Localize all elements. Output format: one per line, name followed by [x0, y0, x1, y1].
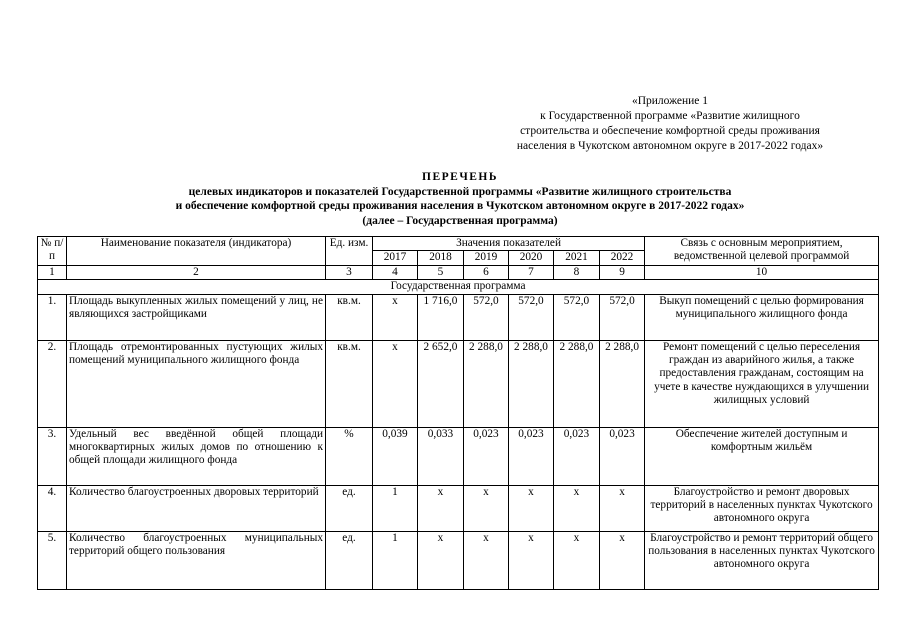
row-num: 1.	[38, 294, 67, 340]
row-value: 0,023	[509, 427, 554, 485]
row-link: Выкуп помещений с целью формирования муниципального жилищного фонда	[645, 294, 879, 340]
column-number: 1	[38, 265, 67, 279]
row-num: 4.	[38, 485, 67, 531]
table-row	[38, 340, 879, 427]
row-value: 2 288,0	[509, 340, 554, 427]
appendix-line: к Государственной программе «Развитие жилищного	[540, 110, 800, 122]
table-row	[38, 531, 879, 589]
row-value: 0,039	[373, 427, 418, 485]
header-unit: Ед. изм.	[326, 237, 373, 266]
header-year: 2021	[554, 251, 600, 265]
header-year: 2018	[418, 251, 464, 265]
row-value: 572,0	[464, 294, 509, 340]
header-num: № п/п	[38, 237, 67, 266]
row-link: Ремонт помещений с целью переселения граждан из аварийного жилья, а также предоставления гражданам, состоящим на учете в качестве нуждающихся в улучшении жилищных условий	[645, 340, 879, 427]
row-value: 1 716,0	[418, 294, 464, 340]
row-value: х	[554, 531, 600, 589]
header-name: Наименование показателя (индикатора)	[67, 237, 326, 266]
row-unit: кв.м.	[326, 340, 373, 427]
row-name: Удельный вес введённой общей площади многоквартирных жилых домов по отношению к общей площади жилищного фонда	[67, 427, 326, 485]
row-value: х	[464, 485, 509, 531]
row-value: х	[554, 485, 600, 531]
indicators-table	[37, 236, 879, 590]
table-row	[38, 485, 879, 531]
row-value: х	[600, 531, 645, 589]
column-number: 7	[509, 265, 554, 279]
row-value: 2 288,0	[464, 340, 509, 427]
header-row	[38, 237, 879, 251]
heading-line: целевых индикаторов и показателей Государственной программы «Развитие жилищного строительства	[188, 185, 732, 198]
appendix-line: «Приложение 1	[631, 95, 709, 107]
header-link: Связь с основным мероприятием, ведомственной целевой программой	[645, 237, 879, 266]
row-value: 2 288,0	[554, 340, 600, 427]
row-value: 572,0	[554, 294, 600, 340]
row-name: Количество благоустроенных дворовых территорий	[67, 485, 326, 531]
document-heading	[40, 170, 880, 228]
column-number: 4	[373, 265, 418, 279]
heading-line: (далее – Государственная программа)	[362, 214, 558, 227]
row-value: 0,023	[464, 427, 509, 485]
row-unit: ед.	[326, 485, 373, 531]
row-value: 572,0	[509, 294, 554, 340]
header-year: 2022	[600, 251, 645, 265]
row-value: 2 288,0	[600, 340, 645, 427]
row-link: Благоустройство и ремонт дворовых территорий в населенных пунктах Чукотского автономного округа	[645, 485, 879, 531]
row-value: 2 652,0	[418, 340, 464, 427]
row-value: х	[509, 485, 554, 531]
table-row	[38, 427, 879, 485]
column-number: 9	[600, 265, 645, 279]
section-row	[38, 280, 879, 294]
column-number: 6	[464, 265, 509, 279]
row-link: Благоустройство и ремонт территорий общего пользования в населенных пунктах Чукотского автономного округа	[645, 531, 879, 589]
row-num: 2.	[38, 340, 67, 427]
row-value: 0,033	[418, 427, 464, 485]
row-value: х	[600, 485, 645, 531]
column-number: 8	[554, 265, 600, 279]
row-value: 0,023	[600, 427, 645, 485]
row-value: х	[418, 485, 464, 531]
column-numbers-row	[38, 265, 879, 279]
row-num: 5.	[38, 531, 67, 589]
appendix-note	[480, 94, 860, 154]
appendix-line: населения в Чукотском автономном округе в 2017-2022 годах»	[516, 140, 824, 152]
row-value: 1	[373, 531, 418, 589]
row-value: х	[464, 531, 509, 589]
row-value: 0,023	[554, 427, 600, 485]
row-link: Обеспечение жителей доступным и комфортным жильём	[645, 427, 879, 485]
column-number: 10	[645, 265, 879, 279]
column-number: 5	[418, 265, 464, 279]
table-row	[38, 294, 879, 340]
header-year: 2020	[509, 251, 554, 265]
row-value: х	[418, 531, 464, 589]
header-year: 2019	[464, 251, 509, 265]
row-value: 1	[373, 485, 418, 531]
column-number: 3	[326, 265, 373, 279]
row-name: Количество благоустроенных муниципальных территорий общего пользования	[67, 531, 326, 589]
row-name: Площадь выкупленных жилых помещений у лиц, не являющихся застройщиками	[67, 294, 326, 340]
header-year: 2017	[373, 251, 418, 265]
column-number: 2	[67, 265, 326, 279]
section-title: Государственная программа	[38, 280, 879, 294]
row-name: Площадь отремонтированных пустующих жилых помещений муниципального жилищного фонда	[67, 340, 326, 427]
row-unit: %	[326, 427, 373, 485]
heading-line: и обеспечение комфортной среды проживания населения в Чукотском автономном округе в 2017-2022 годах»	[175, 200, 745, 212]
row-value: х	[509, 531, 554, 589]
appendix-line: строительства и обеспечение комфортной среды проживания	[520, 125, 820, 137]
row-value: х	[373, 294, 418, 340]
row-unit: кв.м.	[326, 294, 373, 340]
row-value: х	[373, 340, 418, 427]
row-num: 3.	[38, 427, 67, 485]
row-unit: ед.	[326, 531, 373, 589]
document-title: ПЕРЕЧЕНЬ	[422, 171, 498, 183]
row-value: 572,0	[600, 294, 645, 340]
header-values-group: Значения показателей	[373, 237, 645, 251]
